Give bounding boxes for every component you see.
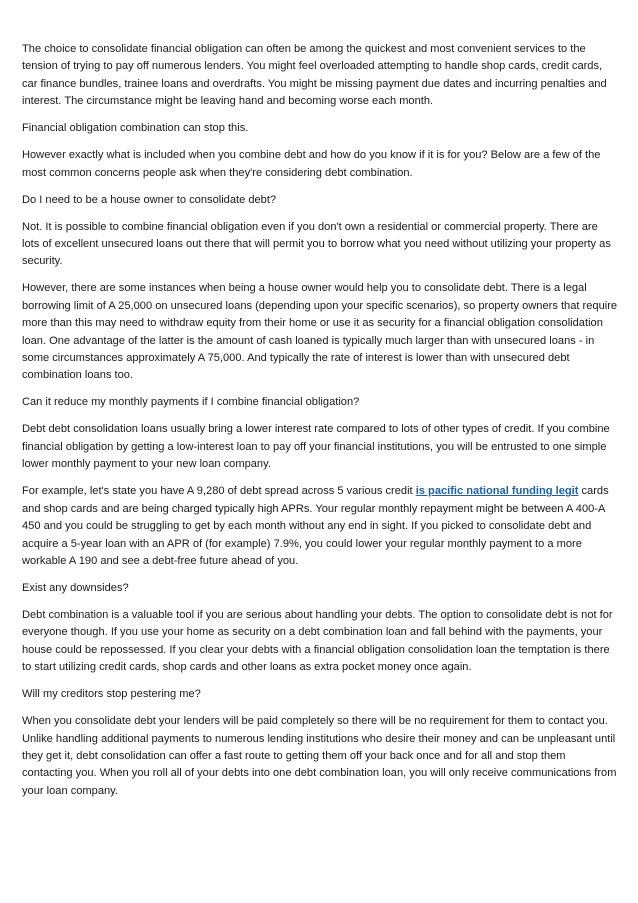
paragraph-house-owner: However, there are some instances when being a house owner would help you to consolidate debt. There is a legal borrowing limit of A 25,000 on unsecured loans (depending upon your specific scenarios), so property owners that require more than this may need to withdraw equity from their home or use it as security for a financial obligation consolidation loan. One advantage of the latter is the amount of cash loaned is typically much larger than with unsecured loans - in some circumstances approximately A 75,000. And typically the rate of interest is lower than with unsecured debt combination loans too. xyxy=(22,282,618,382)
example-text-before: For example, let's state you have A 9,280 of debt spread across 5 various credit xyxy=(22,485,416,498)
document-body xyxy=(22,41,618,810)
paragraph-intro: The choice to consolidate financial obligation can often be among the quickest and most convenient services to the tension of trying to pay off numerous lenders. You might feel overloaded attempting to handle shop cards, credit cards, car finance bundles, trainee loans and overdrafts. You might be missing payment due dates and incurring penalties and interest. The circumstance might be leaving hand and becoming worse each month. xyxy=(22,43,607,108)
paragraph-not-owner: Not. It is possible to combine financial obligation even if you don't own a residential or commercial property. There are lots of excellent unsecured loans out there that will permit you to borrow what you need without utilizing your property as security. xyxy=(22,220,611,268)
question-creditors: Will my creditors stop pestering me? xyxy=(22,688,201,701)
question-monthly-payments: Can it reduce my monthly payments if I combine financial obligation? xyxy=(22,396,360,409)
paragraph-downsides: Debt combination is a valuable tool if you are serious about handling your debts. The option to consolidate debt is not for everyone though. If you use your home as security on a debt combination loan and fall behind with the payments, your house could be repossessed. If you clear your debts with a financial obligation consolidation loan the temptation is there to start utilizing credit cards, shop cards and other loans as extra pocket money once again. xyxy=(22,608,613,674)
funding-link[interactable]: is pacific national funding legit xyxy=(415,485,579,498)
example-text-after: cards and shop cards and are being charged typically high APRs. Your regular monthly repayment might be between A 400-A 450 and you could be struggling to get by each month without any end in sight. If you picked to consolidate debt and acquire a 5-year loan with an APR of (for example) 7.9%, you could lower your regular monthly payment to a more workable A 190 and see a debt-free future ahead of you. xyxy=(22,485,609,567)
paragraph-creditors: When you consolidate debt your lenders will be paid completely so there will be no requirement for them to contact you. Unlike handling additional payments to numerous lending institutions who desire their money and can be unpleasant until they get it, debt consolidation can offer a fast route to getting them off your back once and for all and stop them contacting you. When you roll all of your debts into one debt combination loan, you will only receive communications from your loan company. xyxy=(22,715,617,797)
paragraph-combination-stop: Financial obligation combination can stop this. xyxy=(22,122,249,135)
question-house-owner: Do I need to be a house owner to consolidate debt? xyxy=(22,193,277,206)
paragraph-lower-interest: Debt debt consolidation loans usually bring a lower interest rate compared to lots of other types of credit. If you combine financial obligation by getting a low-interest loan to pay off your financial institutions, you will be entrusted to one simple lower monthly payment to your new loan company. xyxy=(22,423,610,471)
question-downsides: Exist any downsides? xyxy=(22,581,129,594)
paragraph-example xyxy=(22,483,618,570)
paragraph-common-concerns: However exactly what is included when you combine debt and how do you know if it is for you? Below are a few of the most common concerns people ask when they're considering debt combination. xyxy=(22,149,601,179)
